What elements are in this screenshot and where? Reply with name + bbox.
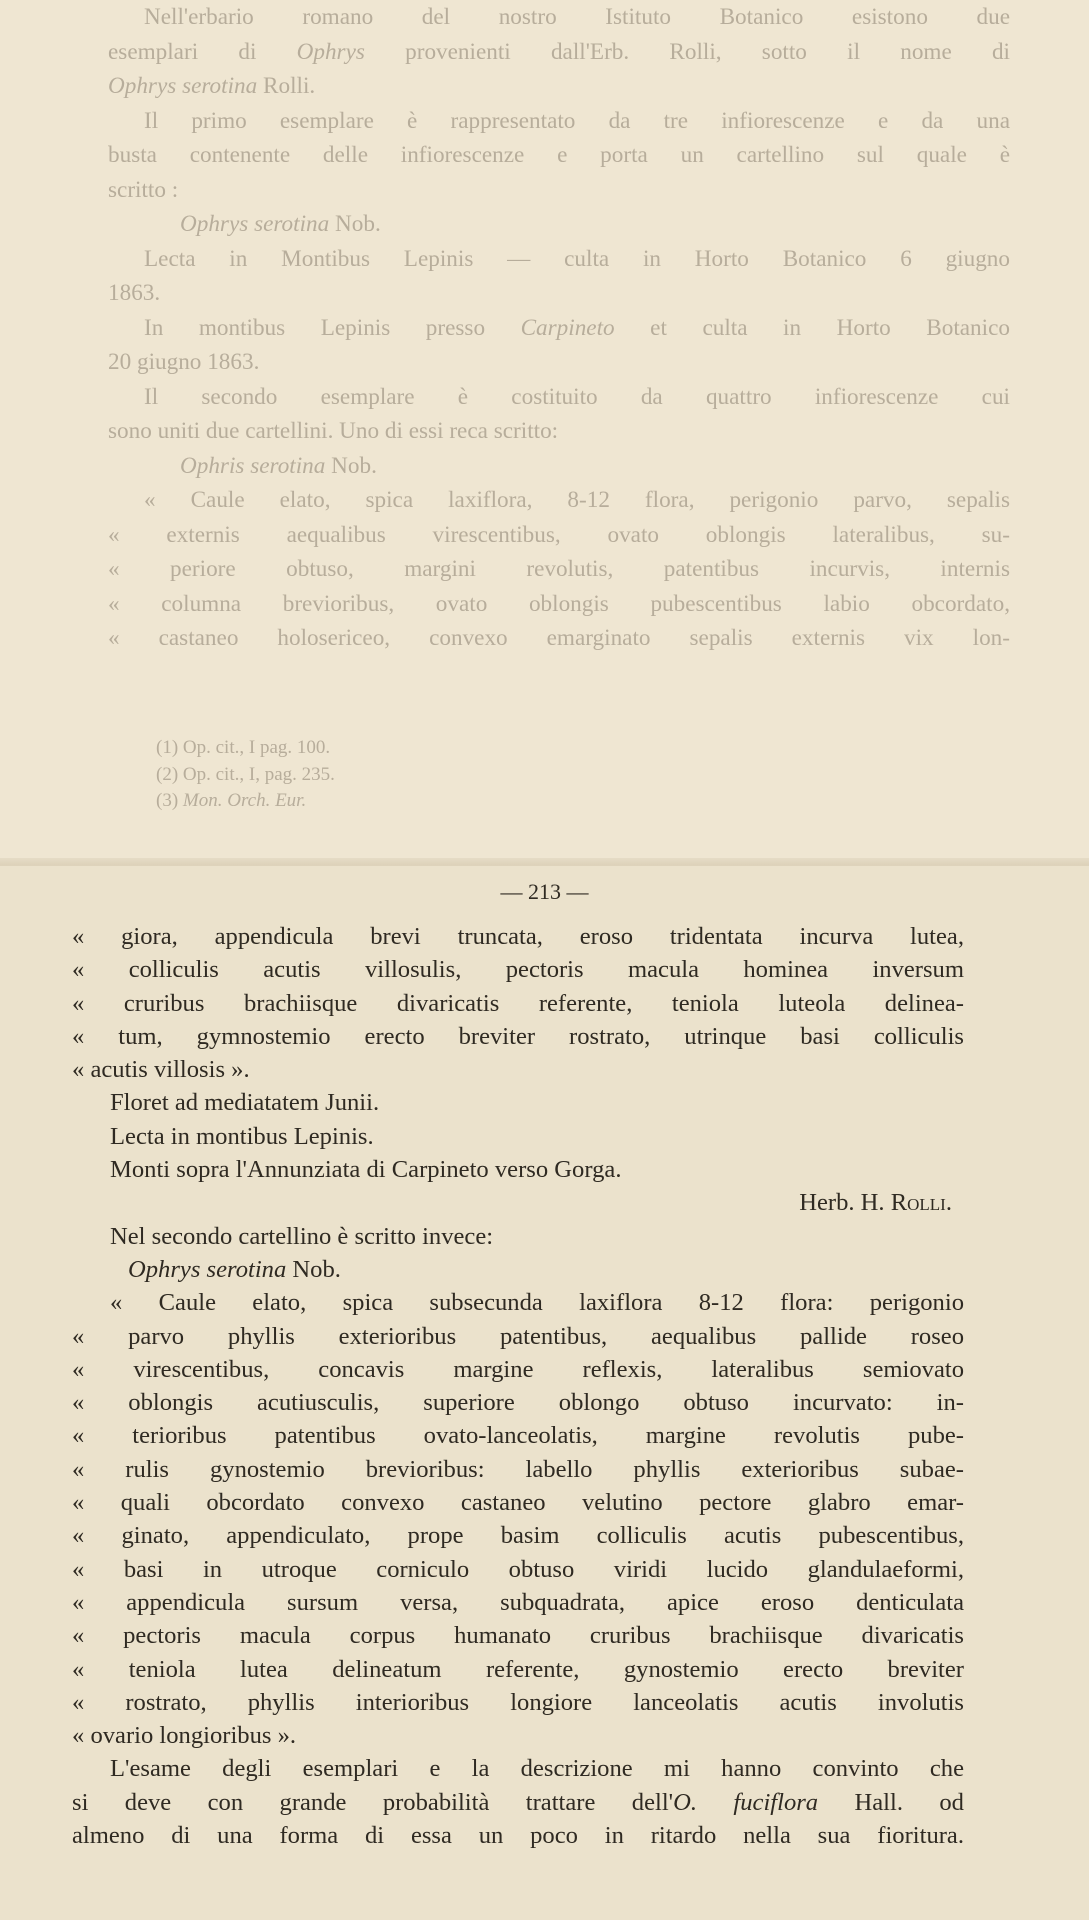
text-line: « terioribus patentibus ovato-lanceolatis, margine revolutis pube- — [72, 1422, 964, 1450]
text-line: « periore obtuso, margini revolutis, patentibus incurvis, internis — [108, 556, 1010, 582]
text-line: « Caule elato, spica laxiflora, 8-12 flora, perigonio parvo, sepalis — [144, 487, 1010, 513]
text-line: « giora, appendicula brevi truncata, eroso tridentata incurva lutea, — [72, 923, 964, 950]
page-number: — 213 — — [500, 879, 589, 904]
text-line: « quali obcordato convexo castaneo velutino pectore glabro emar- — [72, 1489, 964, 1517]
text-line: « pectoris macula corpus humanato cruribus brachiisque divaricatis — [72, 1622, 964, 1650]
footnote: (2) Op. cit., I, pag. 235. — [156, 763, 335, 785]
text-line: « cruribus brachiisque divaricatis referente, teniola luteola delinea- — [72, 989, 964, 1017]
text-line: « tum, gymnostemio erecto breviter rostrato, utrinque basi colliculis — [72, 1022, 964, 1050]
text-line: Nel secondo cartellino è scritto invece: — [110, 1222, 494, 1250]
text-line: si deve con grande probabilità trattare dell'O. fuciflora Hall. od — [72, 1788, 964, 1816]
text-line: busta contenente delle infiorescenze e porta un cartellino sul quale è — [108, 142, 1010, 168]
text-line: « acutis villosis ». — [72, 1056, 250, 1084]
text-line: 20 giugno 1863. — [108, 349, 260, 375]
text-line: Il primo esemplare è rappresentato da tre infiorescenze e da una — [144, 107, 1010, 134]
text-line: « ginato, appendiculato, prope basim colliculis acutis pubescentibus, — [72, 1522, 964, 1550]
text-line: « basi in utroque corniculo obtuso viridi lucido glandulaeformi, — [72, 1555, 964, 1583]
text-line: « rulis gynostemio brevioribus: labello phyllis exterioribus subae- — [72, 1455, 964, 1483]
text-line: « parvo phyllis exterioribus patentibus, aequalibus pallide roseo — [72, 1322, 964, 1350]
text-line: « columna brevioribus, ovato oblongis pubescentibus labio obcordato, — [108, 590, 1010, 617]
footnotes — [156, 735, 335, 815]
text-line: Lecta in Montibus Lepinis — culta in Horto Botanico 6 giugno — [144, 245, 1010, 272]
footnote: (3) Mon. Orch. Eur. — [156, 790, 307, 811]
text-line: Lecta in montibus Lepinis. — [110, 1122, 374, 1150]
text-line: « castaneo holosericeo, convexo emarginato sepalis externis vix lon- — [108, 625, 1010, 651]
text-line: Nell'erbario romano del nostro Istituto Botanico esistono due — [144, 4, 1010, 30]
top-body-text — [108, 0, 1010, 656]
text-line: Ophrys serotina Rolli. — [108, 73, 316, 99]
text-line: sono uniti due cartellini. Uno di essi reca scritto: — [108, 418, 559, 444]
text-line: « Caule elato, spica subsecunda laxiflora 8-12 flora: perigonio — [110, 1289, 964, 1317]
text-line: « virescentibus, concavis margine reflexis, lateralibus semiovato — [72, 1355, 964, 1383]
text-line: 1863. — [108, 280, 161, 306]
text-line: Ophrys serotina Nob. — [128, 1255, 341, 1283]
text-line: Floret ad mediatatem Junii. — [110, 1089, 380, 1117]
previous-page-fragment — [0, 0, 1089, 866]
text-line: Ophris serotina Nob. — [180, 452, 377, 479]
text-line: esemplari di Ophrys provenienti dall'Erb. Rolli, sotto il nome di — [108, 38, 1011, 65]
bottom-body-text — [72, 920, 964, 1852]
text-line: « colliculis acutis villosulis, pectoris macula hominea inversum — [72, 956, 964, 984]
text-line: scritto : — [108, 176, 179, 203]
text-line: L'esame degli esemplari e la descrizione mi hanno convinto che — [110, 1755, 964, 1783]
text-line: « oblongis acutiusculis, superiore oblongo obtuso incurvato: in- — [72, 1389, 964, 1417]
text-line: Herb. H. Rolli. — [799, 1189, 952, 1217]
text-line: « externis aequalibus virescentibus, ovato oblongis lateralibus, su- — [108, 521, 1010, 548]
footnote: (1) Op. cit., I pag. 100. — [156, 737, 331, 758]
text-line: almeno di una forma di essa un poco in ritardo nella sua fioritura. — [72, 1822, 964, 1850]
text-line: Ophrys serotina Nob. — [180, 211, 381, 237]
text-line: « teniola lutea delineatum referente, gynostemio erecto breviter — [72, 1655, 964, 1683]
text-line: « appendicula sursum versa, subquadrata, apice eroso denticulata — [72, 1588, 964, 1616]
text-line: « rostrato, phyllis interioribus longiore lanceolatis acutis involutis — [72, 1688, 964, 1716]
text-line: Monti sopra l'Annunziata di Carpineto verso Gorga. — [110, 1156, 622, 1184]
text-line: In montibus Lepinis presso Carpineto et culta in Horto Botanico — [144, 314, 1010, 341]
text-line: « ovario longioribus ». — [72, 1722, 297, 1750]
text-line: Il secondo esemplare è costituito da quattro infiorescenze cui — [144, 383, 1010, 410]
